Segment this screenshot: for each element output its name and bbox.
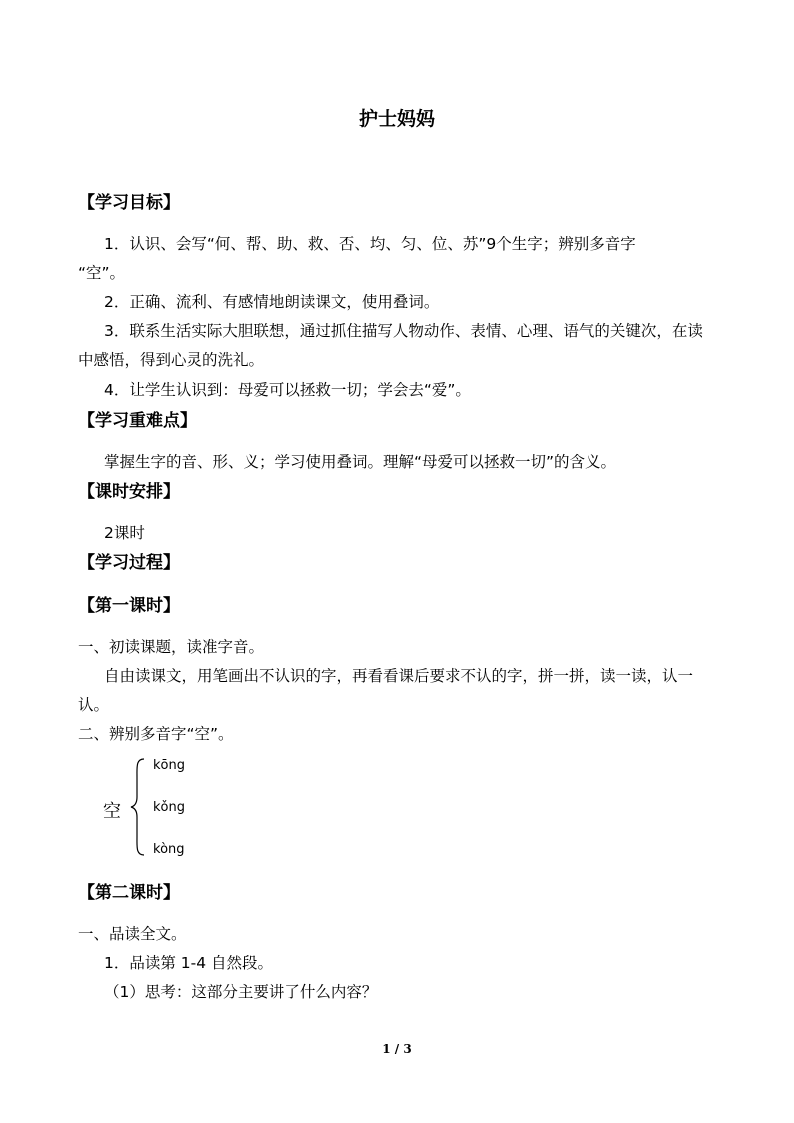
goal-4: 4．让学生认识到：母爱可以拯救一切；学会去“爱”。 <box>104 381 471 399</box>
goal-3-line-2: 中感悟，得到心灵的洗礼。 <box>78 351 265 369</box>
goal-1-line-1: 1．认识、会写“何、帮、助、救、否、均、匀、位、苏”9个生字；辨别多音字 <box>104 235 636 253</box>
goal-1-line-2: “空”。 <box>78 264 126 282</box>
pinyin-kong-4: kòng <box>153 842 185 857</box>
polyphone-character: 空 <box>103 801 121 822</box>
section-heading-schedule: 【课时安排】 <box>78 482 180 502</box>
section-heading-process: 【学习过程】 <box>78 553 180 573</box>
pinyin-kong-3: kǒng <box>153 800 185 815</box>
schedule-text: 2课时 <box>104 524 145 542</box>
lesson-1-item-2: 二、辨别多音字“空”。 <box>78 725 234 743</box>
goal-2: 2．正确、流利、有感情地朗读课文，使用叠词。 <box>104 293 440 311</box>
section-heading-lesson-2: 【第二课时】 <box>78 883 180 903</box>
lesson-1-item-1-text-line-1: 自由读课文，用笔画出不认识的字，再看看课后要求不认的字，拼一拼，读一读，认一 <box>104 667 694 685</box>
section-heading-key-points: 【学习重难点】 <box>78 411 197 431</box>
page-number: 1 / 3 <box>382 1042 412 1056</box>
curly-brace-icon <box>130 757 146 857</box>
pinyin-kong-1: kōng <box>153 758 185 773</box>
section-heading-lesson-1: 【第一课时】 <box>78 596 180 616</box>
goal-3-line-1: 3．联系生活实际大胆联想，通过抓住描写人物动作、表情、心理、语气的关键次，在读 <box>104 322 703 340</box>
section-heading-goals: 【学习目标】 <box>78 193 180 213</box>
lesson-1-item-1: 一、初读课题，读准字音。 <box>78 638 265 656</box>
lesson-2-item-1: 一、品读全文。 <box>78 925 187 943</box>
document-title: 护士妈妈 <box>358 108 435 130</box>
key-points-text: 掌握生字的音、形、义；学习使用叠词。理解“母爱可以拯救一切”的含义。 <box>104 453 617 471</box>
lesson-2-sub-1: 1．品读第 1-4 自然段。 <box>104 954 274 972</box>
lesson-1-item-1-text-line-2: 认。 <box>78 696 110 714</box>
lesson-2-sub-1-question: （1）思考：这部分主要讲了什么内容？ <box>104 983 378 1001</box>
